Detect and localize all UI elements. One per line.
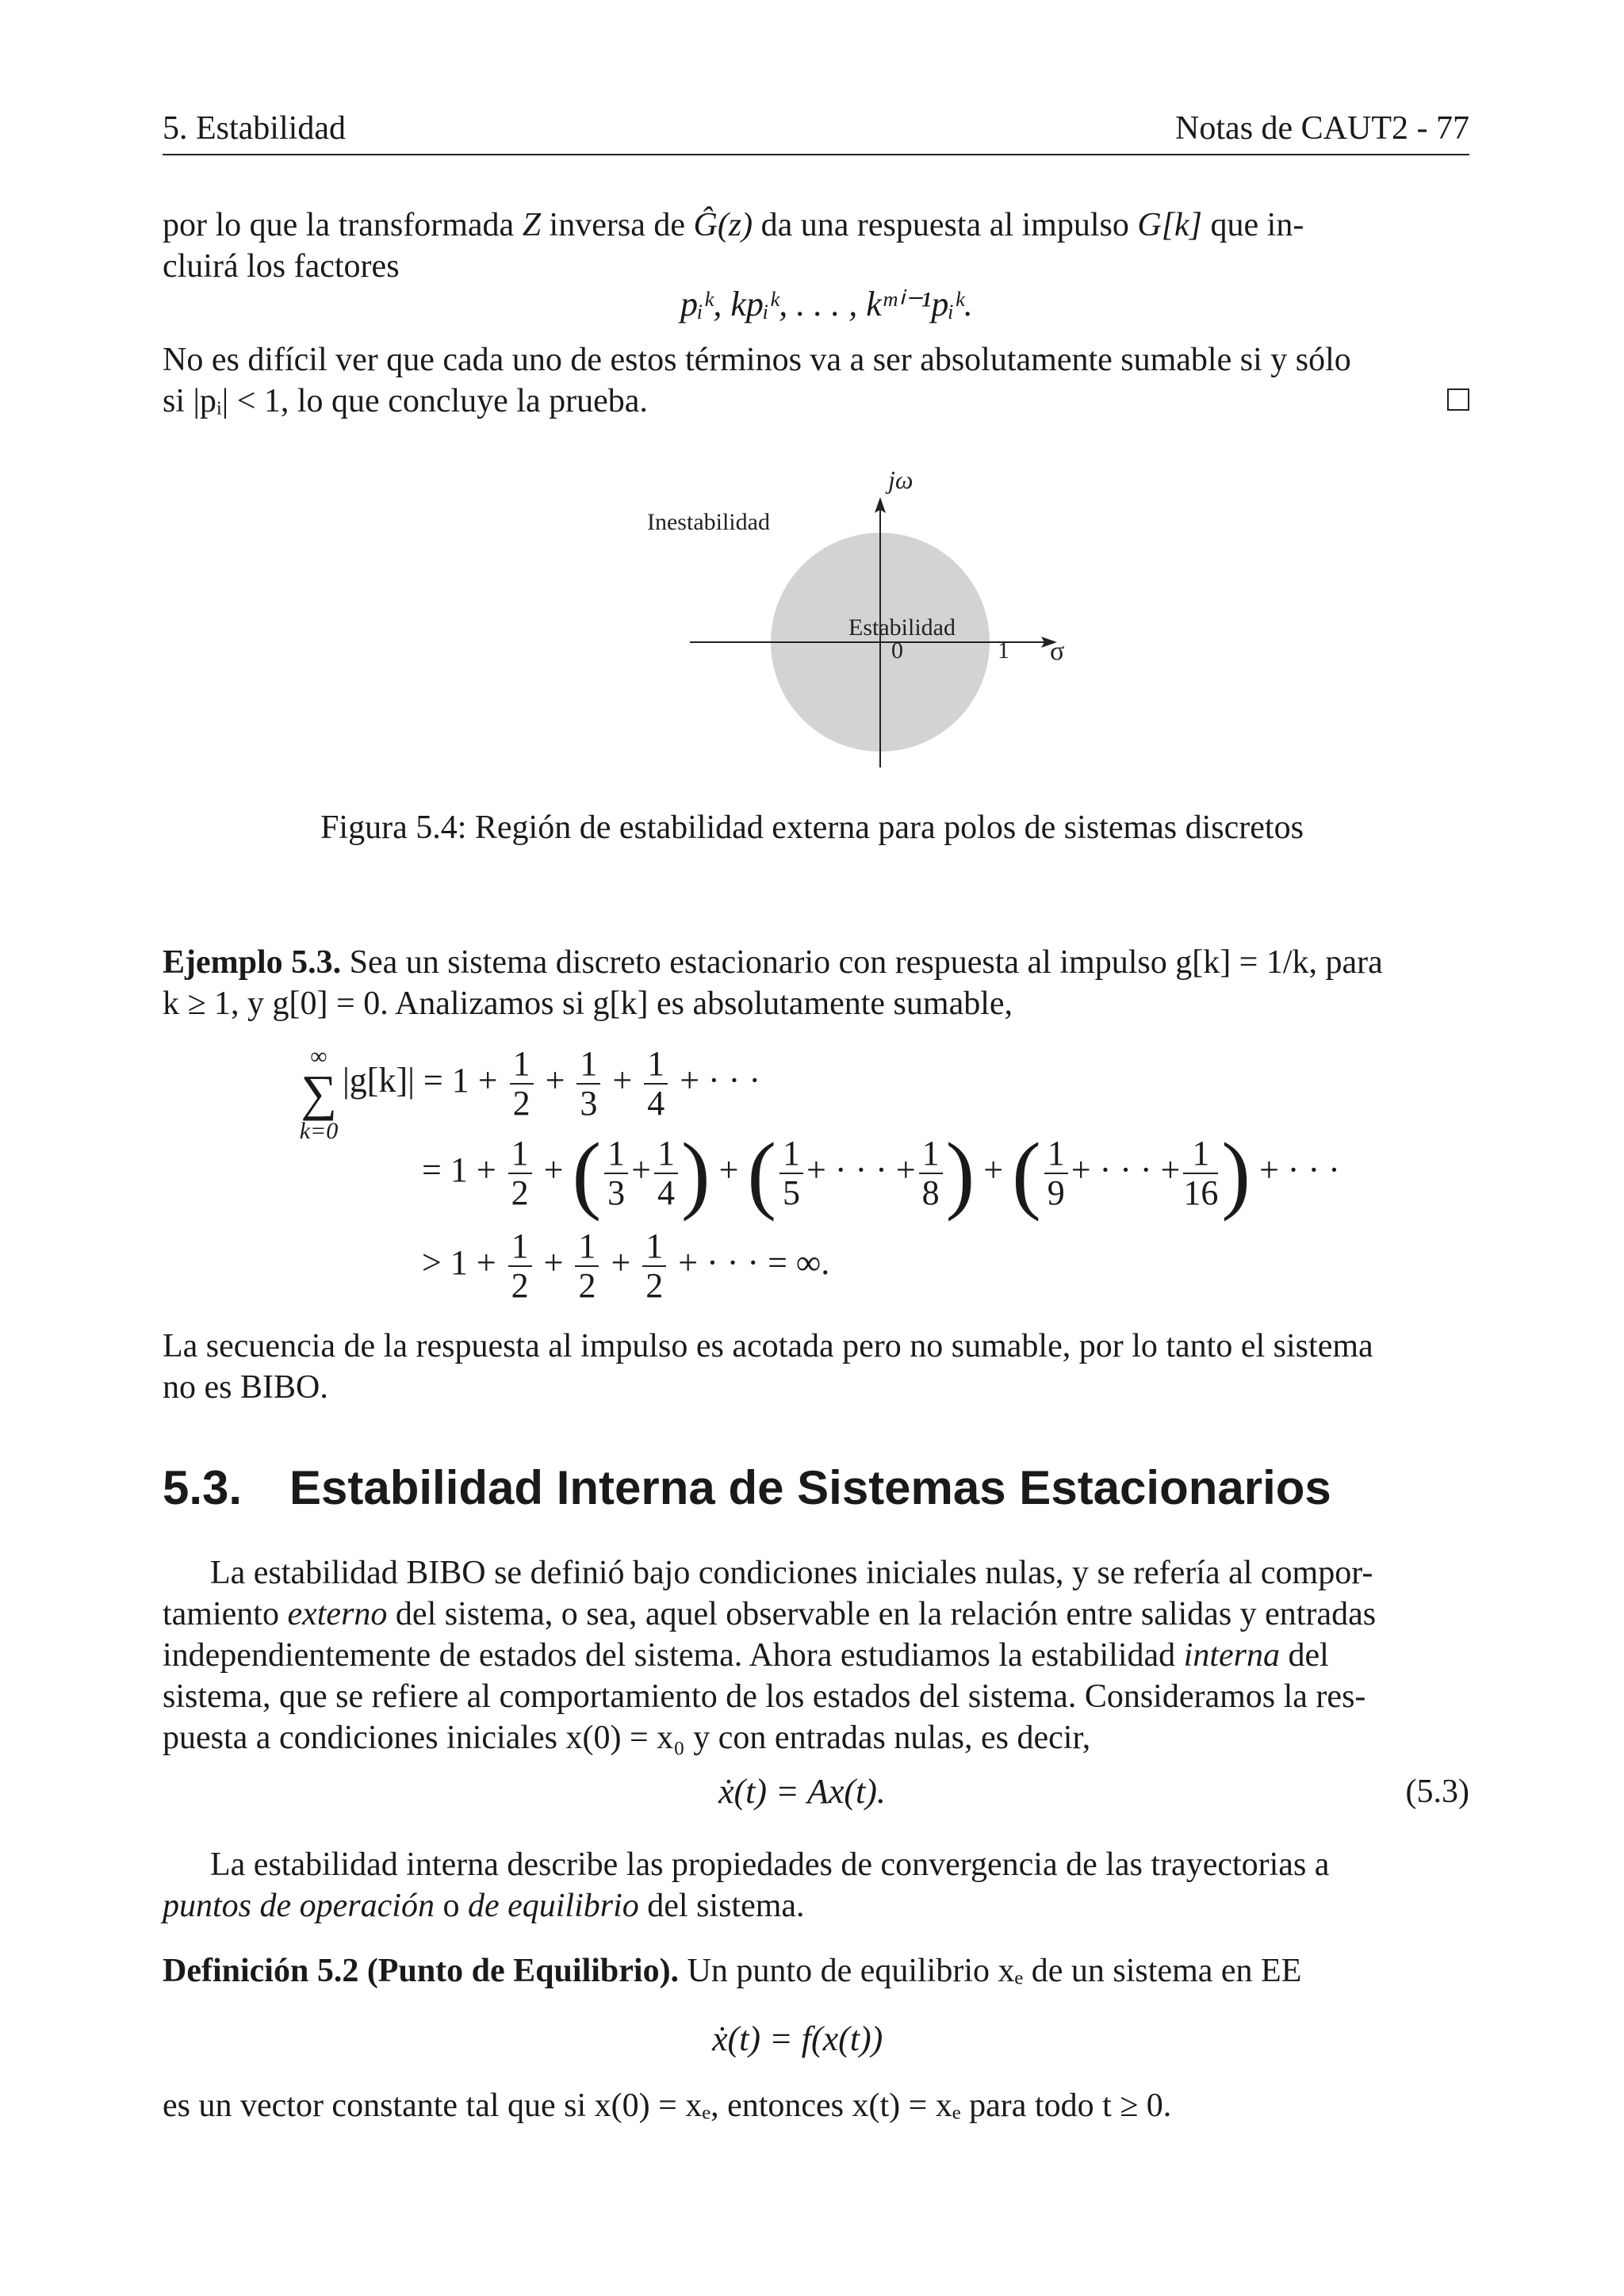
row1-lhs: |g[k]| = 1 + [343,1061,498,1100]
section-p2-line1: La estabilidad interna describe las propiedades de convergencia de las trayectorias a [210,1846,1330,1883]
frac-1-4 [654,1135,678,1212]
example-paragraph [163,942,1469,1024]
section-p1-emph-externo: externo [287,1596,388,1632]
section-p1-line2b: del sistema, o sea, aquel observable en la relación entre salidas y entradas [387,1596,1377,1632]
sum-row-1 [343,1045,760,1123]
section-paragraph-2 [163,1844,1469,1927]
equation-5-3: ẋ(t) = Ax(t). [718,1772,886,1811]
dots-plus: + · · · + [1071,1150,1181,1190]
example-conclusion-line1: La secuencia de la respuesta al impulso es acotada pero no sumable, por lo tanto el sistema [163,1328,1373,1364]
sum-row-2 [422,1125,1340,1222]
frac-numerator: 1 [919,1135,943,1174]
frac-denominator: 3 [580,1084,598,1123]
frac-numerator: 1 [779,1135,803,1174]
intro-var-z: Z [522,207,542,243]
right-paren: ) [1221,1125,1251,1222]
definition-conclusion: es un vector constante tal que si x(0) = xₑ, entonces x(t) = xₑ para todo t ≥ 0. [163,2087,1172,2124]
intro-text-d: que in- [1202,207,1304,243]
frac-denominator: 8 [921,1173,940,1212]
row2-lhs: = 1 + [422,1150,496,1190]
plus-sign: + [631,1150,651,1190]
plus-sign: + [545,1061,565,1100]
frac-numerator: 1 [508,1135,532,1174]
row3-rhs: + · · · = ∞. [678,1243,830,1283]
section-p1-emph-interna: interna [1183,1637,1280,1674]
section-p1-line4: sistema, que se refiere al comportamiento de los estados del sistema. Consideramos la res- [163,1678,1366,1715]
definition-label: Definición 5.2 (Punto de Equilibrio). [163,1953,680,1989]
frac-denominator: 9 [1047,1173,1065,1212]
section-paragraph-1 [163,1552,1469,1758]
running-header [163,109,1469,155]
example-line2: k ≥ 1, y g[0] = 0. Analizamos si g[k] es absolutamente sumable, [163,985,1013,1022]
frac-1-16 [1183,1135,1218,1212]
intro-gz: Ĝ(z) [693,207,753,243]
right-paren: ) [945,1125,975,1222]
jw-label: jω [888,468,914,494]
intro-gk: G[k] [1137,207,1203,243]
frac-numerator: 1 [510,1045,534,1085]
right-paren: ) [680,1125,710,1222]
stable-label: Estabilidad [848,614,956,641]
left-paren: ( [572,1125,602,1222]
intro-line2: cluirá los factores [163,248,400,285]
equation-number: (5.3) [1405,1774,1469,1810]
proof-conclusion-line1: No es difícil ver que cada uno de estos términos va a ser absolutamente sumable si y sólo [163,342,1351,378]
frac-denominator: 3 [607,1173,626,1212]
frac-1-2 [510,1045,534,1123]
frac-numerator: 1 [644,1045,668,1085]
plus-sign: + [611,1243,631,1283]
row2-rhs: + · · · [1258,1150,1340,1190]
sum-lower-limit: k=0 [299,1118,339,1144]
page-info: Notas de CAUT2 - 77 [1175,110,1469,147]
section-p1-line3b: del [1279,1637,1329,1674]
frac-numerator: 1 [1044,1135,1068,1174]
sum-row-3 [422,1227,829,1305]
intro-text-a: por lo que la transformada [163,207,523,243]
frac-1-9 [1044,1135,1068,1212]
frac-numerator: 1 [575,1227,599,1267]
frac-1-2 [508,1227,532,1305]
frac-1-8 [919,1135,943,1212]
section-title: Estabilidad Interna de Sistemas Estacionarios [289,1461,1331,1514]
row1-rhs: + · · · [680,1061,760,1100]
section-p2-emph-operacion: puntos de operación [163,1888,435,1924]
plus-sign: + [543,1243,564,1283]
frac-denominator: 2 [578,1266,596,1305]
frac-denominator: 2 [511,1173,529,1212]
unit-label: 1 [998,637,1009,664]
frac-numerator: 1 [642,1227,666,1267]
frac-numerator: 1 [1183,1135,1218,1174]
intro-text-b: inversa de [541,207,694,243]
row3-lhs: > 1 + [422,1243,496,1283]
intro-text-c: da una respuesta al impulso [753,207,1138,243]
example-line1: Sea un sistema discreto estacionario con respuesta al impulso g[k] = 1/k, para [341,944,1383,981]
section-p2-o: o [434,1888,468,1924]
definition-equation: ẋ(t) = f(x(t)) [712,2019,883,2058]
sigma-label: σ [1050,637,1065,666]
frac-denominator: 2 [645,1266,664,1305]
plus-sign: + [543,1150,564,1190]
stability-region-figure [619,468,1094,785]
proof-conclusion-line2: si |pᵢ| < 1, lo que concluye la prueba. [163,383,648,419]
qed-square [1447,388,1469,411]
frac-numerator: 1 [576,1045,600,1085]
sum-sigma: ∑ [301,1065,337,1121]
section-number: 5.3. [163,1461,243,1514]
section-p2-tail: del sistema. [638,1888,805,1924]
chapter-title: 5. Estabilidad [163,110,346,147]
example-label: Ejemplo 5.3. [163,944,342,981]
section-p1-line1: La estabilidad BIBO se definió bajo condiciones iniciales nulas, y se refería al compor- [210,1555,1373,1591]
section-p1-line5: puesta a condiciones iniciales x(0) = x₀ y con entradas nulas, es decir, [163,1720,1091,1756]
section-p2-emph-equilibrio: de equilibrio [467,1888,639,1924]
frac-denominator: 16 [1183,1173,1219,1212]
example-conclusion [163,1326,1469,1408]
dots-plus: + · · · + [806,1150,916,1190]
frac-1-3 [576,1045,600,1123]
section-heading [163,1460,1331,1515]
frac-denominator: 4 [657,1173,675,1212]
frac-1-2 [575,1227,599,1305]
frac-1-4 [644,1045,668,1123]
definition-text: Un punto de equilibrio xₑ de un sistema en EE [679,1953,1302,1989]
frac-denominator: 5 [783,1173,801,1212]
frac-1-2 [642,1227,666,1305]
section-p1-line3a: independientemente de estados del sistema. Ahora estudiamos la estabilidad [163,1637,1184,1674]
plus-sign: + [983,1150,1004,1190]
sum-upper-limit: ∞ [310,1043,327,1070]
frac-1-5 [779,1135,803,1212]
left-paren: ( [1012,1125,1041,1222]
origin-label: 0 [891,637,903,664]
left-paren: ( [747,1125,777,1222]
frac-numerator: 1 [654,1135,678,1174]
frac-denominator: 4 [647,1084,665,1123]
frac-denominator: 2 [512,1084,530,1123]
frac-1-3 [604,1135,628,1212]
frac-denominator: 2 [511,1266,529,1305]
definition-paragraph [163,1950,1469,1992]
unstable-label: Inestabilidad [647,509,770,535]
frac-1-2 [508,1135,532,1212]
factors-equation: pᵢᵏ, kpᵢᵏ, . . . , kᵐⁱ⁻¹pᵢᵏ. [680,285,973,323]
plus-sign: + [612,1061,633,1100]
frac-numerator: 1 [604,1135,628,1174]
plus-sign: + [718,1150,739,1190]
frac-numerator: 1 [508,1227,532,1267]
example-conclusion-line2: no es BIBO. [163,1369,328,1406]
section-p1-line2a: tamiento [163,1596,288,1632]
sum-symbol [295,1045,343,1145]
intro-paragraph [163,205,1469,287]
figure-caption: Figura 5.4: Región de estabilidad externa para polos de sistemas discretos [320,809,1304,846]
proof-conclusion [163,339,1469,422]
